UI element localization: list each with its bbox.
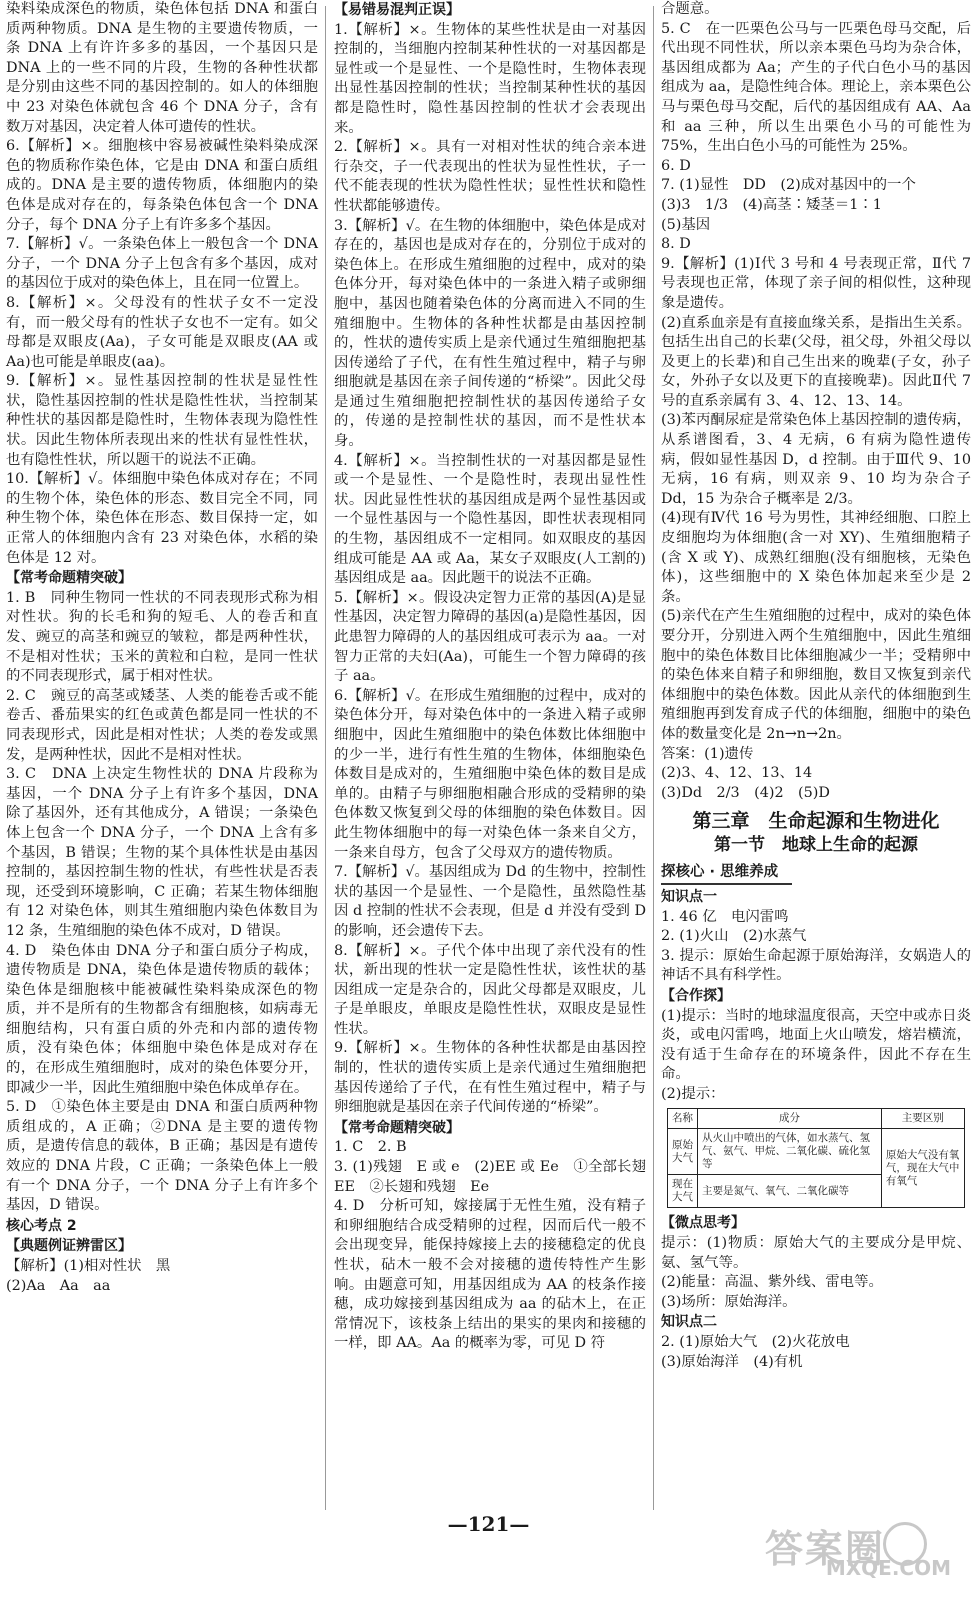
answer-paragraph: 3.【解析】√。在生物的体细胞中，染色体是成对存在的，基因也是成对存在的，分别位于成对的染色体上。在形成生殖细胞的过程中，成对的染色体分开，每对染色体中的一条进入精子或卵细胞中，基因也随着染色体的分离而进入不同的生殖细胞中。生物体的各种性状都是由基因控制的，性状的遗传实质上是亲代通过生殖细胞把基因传递给了子代，在有性生殖过程中，精子与卵细胞就是基因在亲子间传递的“桥梁”。因此父母是通过生殖细胞把控制性状的基因传递给子女的，传递的是控制性状的基因，而不是性状本身。 — [334, 217, 646, 450]
answer-paragraph: 1.【解析】×。生物体的某些性状是由一对基因控制的，当细胞内控制某种性状的一对基因都是显性或一个是显性、一个是隐性时，生物体表现出显性基因控制的性状；当控制某种性状的基因都是隐性时，隐性基因控制的性状才会表现出来。 — [334, 21, 646, 136]
answer-paragraph: 8. D — [661, 236, 691, 253]
banner — [661, 861, 971, 887]
section-heading: 【微点思考】 — [661, 1215, 745, 1232]
section-heading: 【典题例证辨雷区】 — [6, 1238, 132, 1255]
answer-paragraph: 1. 46 亿 电闪雷鸣 — [661, 908, 789, 925]
answer-paragraph: (4)现有Ⅳ代 16 号为男性，其神经细胞、口腔上皮细胞均为体细胞(含一对 XY)、生殖细胞精子(含 X 或 Y)、成熟红细胞(没有细胞核，无染色体)，这些细胞中的 X 染色体加起来至少是 2 条。 — [661, 510, 971, 605]
table-row — [668, 1129, 965, 1175]
answer-paragraph: (1)提示：当时的地球温度很高，天空中或赤日炎炎，或电闪雷鸣，地面上火山喷发，熔岩横流，没有适于生命存在的环境条件，因此不存在生命。 — [661, 1007, 971, 1083]
answer-paragraph: 10.【解析】√。体细胞中染色体成对存在；不同的生物个体，染色体的形态、数目完全不同，同种生物个体，染色体在形态、数目保持一定，如正常人的体细胞内含有 23 对染色体，水稻的染色体是 12 对。 — [6, 471, 318, 566]
answer-paragraph: (2)提示： — [661, 1085, 725, 1102]
answer-paragraph: (2)Aa Aa aa — [6, 1277, 111, 1294]
watermark-name: 答案圈 — [765, 1527, 886, 1571]
answer-paragraph: (3)Dd 2/3 (4)2 (5)D — [661, 784, 830, 801]
answer-paragraph: (3)场所：原始海洋。 — [661, 1293, 797, 1310]
section-title: 第一节 地球上生命的起源 — [714, 835, 918, 856]
column-divider — [653, 6, 654, 1510]
section-heading: 知识点一 — [661, 888, 717, 905]
answer-paragraph: 4. D 分析可知，嫁接属于无性生殖，没有精子和卵细胞结合成受精卵的过程，因而后代一般不会出现变异，能保持嫁接上去的接穗稳定的优良性状，砧木一般不会对接穗的遗传特性产生影响。由题意可知，用基因组成为 AA 的枝条作接穗，成功嫁接到基因组成为 aa 的砧木上，在正常情况下，该枝条上结出的果实的果肉和接穗的一样，即 AA。Aa 的概率为零，可见 D 符 — [334, 1198, 646, 1352]
table-cell: 从火山中喷出的气体，如水蒸气、氢气、氨气、甲烷、二氧化碳、硫化氢等 — [698, 1129, 882, 1175]
page-number: —121— — [447, 1512, 530, 1536]
answer-paragraph: 3. (1)残翅 E 或 e (2)EE 或 Ee ①全部长翅 EE ②长翅和残翅 Ee — [334, 1159, 661, 1195]
banner-label: 探核心 · 思维养成 — [661, 863, 792, 885]
answer-paragraph: 4.【解析】×。当控制性状的一对基因都是显性或一个是显性、一个是隐性时，表现出显性性状。因此显性性状的基因组成是两个显性基因或一个显性基因与一个隐性基因，即性状表现相同的生物，基因组成不一定相同。如双眼皮的基因组成可能是 AA 或 Aa，某女子双眼皮(人工割的)基因组成是 aa。因此题干的说法不正确。 — [334, 452, 646, 587]
column-middle — [334, 0, 661, 1518]
answer-paragraph: 提示：(1)物质：原始大气的主要成分是甲烷、氨、氢气等。 — [661, 1235, 971, 1271]
section-heading: 【易错易混判正误】 — [334, 2, 460, 18]
section-heading: 【常考命题精突破】 — [334, 1119, 460, 1136]
answer-paragraph: 3. C DNA 上决定生物性状的 DNA 片段称为基因，一个 DNA 分子上有许多个基因，DNA 除了基因外，还有其他成分，A 错误；一条染色体上包含一个 DNA 分子，一个 DNA 上含有多个基因，B 错误；生物的某个具体性状是由基因控制的，基因控制生物的性状，有些性状是否表现，还受到环境影响，C 正确；若某生物体细胞有 12 对染色体，则其生殖细胞内染色体数目为 12 条，生殖细胞的染色体不成对，D 错误。 — [6, 766, 318, 939]
column-divider — [325, 6, 326, 1510]
answer-paragraph: 2. C 豌豆的高茎或矮茎、人类的能卷舌或不能卷舌、番茄果实的红色或黄色都是同一性状的不同表现形式，因此是相对性状；人类的卷发或黑发，是两种性状，因此不是相对性状。 — [6, 687, 318, 763]
answer-paragraph: 【解析】(1)相对性状 黑 — [6, 1258, 171, 1274]
table-cell: 现在大气 — [668, 1175, 698, 1208]
answer-paragraph: (3)苯丙酮尿症是常染色体上基因控制的遗传病，从系谱图看，3、4 无病，6 有病为隐性遗传病，假如显性基因 D，d 控制。由于Ⅲ代 9、10 无病，16 有病，则双亲 9、10 均为杂合子 Dd，15 为杂合子概率是 2/3。 — [661, 412, 971, 507]
answer-paragraph: 1. C 2. B — [334, 1139, 407, 1156]
answer-paragraph: 2. (1)火山 (2)水蒸气 — [661, 928, 807, 945]
answer-paragraph: 8.【解析】×。父母没有的性状子女不一定没有，而一般父母有的性状子女也不一定有。如父母都是双眼皮(Aa)，子女可能是双眼皮(AA 或 Aa)也可能是单眼皮(aa)。 — [6, 294, 318, 370]
answer-paragraph: 7. (1)显性 DD (2)成对基因中的一个 — [661, 177, 916, 194]
answer-paragraph: (2)能量：高温、紫外线、雷电等。 — [661, 1274, 883, 1291]
answer-paragraph: 5. D ①染色体主要是由 DNA 和蛋白质两种物质组成的，A 正确；②DNA 是主要的遗传物质，是遗传信息的载体，B 正确；基因是有遗传效应的 DNA 片段，C 正确；一条染色体上一般有一个 DNA 分子，一个 DNA 分子上有许多个基因，D 错误。 — [6, 1099, 318, 1214]
answer-paragraph: 9.【解析】(1)Ⅰ代 3 号和 4 号表现正常，Ⅱ代 7 号表现也正常，体现了亲子间的相似性，这种现象是遗传。 — [661, 255, 971, 311]
answer-paragraph: 9.【解析】×。生物体的各种性状都是由基因控制的，性状的遗传实质上是亲代通过生殖细胞把基因传递给了子代，在有性生殖过程中，精子与卵细胞就是基因在亲子代间传递的“桥梁”。 — [334, 1040, 646, 1116]
answer-paragraph: 1. B 同种生物同一性状的不同表现形式称为相对性状。狗的长毛和狗的短毛、人的卷舌和直发、豌豆的高茎和豌豆的皱粒，都是两种性状，不是相对性状；玉米的黄粒和白粒，是同一性状的不同表现形式，属于相对性状。 — [6, 589, 318, 685]
answer-paragraph: 9.【解析】×。显性基因控制的性状是显性性状，隐性基因控制的性状是隐性性状，当控制某种性状的基因都是隐性时，生物体表现为隐性性状。因此生物体所表现出来的性状有显性性状，也有隐性性状，所以题干的说法不正确。 — [6, 373, 318, 468]
answer-paragraph: (3)原始海洋 (4)有机 — [661, 1353, 803, 1370]
chapter-title: 第三章 生命起源和生物进化 — [692, 810, 940, 833]
answer-paragraph: 合题意。 — [661, 1, 719, 17]
answer-paragraph: 答案：(1)遗传 — [661, 745, 754, 762]
answer-paragraph: 6.【解析】×。细胞核中容易被碱性染料染成深色的物质称作染色体，它是由 DNA 和蛋白质组成的。DNA 是主要的遗传物质，体细胞内的染色体是成对存在的，每条染色体包含一个 DNA 分子，每个 DNA 分子上有许多多个基因。 — [6, 138, 318, 233]
answer-paragraph: 6. D — [661, 157, 691, 174]
table-header-cell: 主要区别 — [881, 1109, 964, 1129]
table-header-cell: 成分 — [698, 1109, 882, 1129]
answer-paragraph: 7.【解析】√。一条染色体上一般包含一个 DNA 分子，一个 DNA 分子上包含有多个基因，成对的基因位于成对的染色体上，且在同一位置上。 — [6, 236, 318, 292]
answer-paragraph: 4. D 染色体由 DNA 分子和蛋白质分子构成，遗传物质是 DNA，染色体是遗传物质的载体；染色体是细胞核中能被碱性染料染成深色的物质，并不是所有的生物都含有细胞核，如病毒无细胞结构，只有蛋白质的外壳和内部的遗传物质，没有染色体；体细胞中染色体是成对存在的，在形成生殖细胞时，成对的染色体要分开，即减少一半，因此生殖细胞中染色体成单存在。 — [6, 942, 318, 1096]
answer-paragraph: 5. C 在一匹栗色公马与一匹栗色母马交配，后代出现不同性状，所以亲本栗色马均为杂合体，基因组成都为 Aa；产生的子代白色小马的基因组成为 aa，是隐性纯合体。理论上，亲本栗色公马与栗色母马交配，后代的基因组成有 AA、Aa 和 aa 三种，所以生出栗色小马的可能性为 75%，生出白色小马的可能性为 25%。 — [661, 20, 971, 155]
table-cell: 主要是氮气、氧气、二氧化碳等 — [698, 1175, 882, 1208]
section-heading: 【常考命题精突破】 — [6, 570, 132, 587]
answer-paragraph: 2. (1)原始大气 (2)火花放电 — [661, 1334, 850, 1351]
column-left — [6, 0, 318, 1518]
answer-paragraph: 染料染成深色的物质，染色体包括 DNA 和蛋白质两种物质。DNA 是生物的主要遗传物质，一条 DNA 上有许许多多的基因，一个基因只是 DNA 上的一些不同的片段，生物的各种性状都是分别由这些不同的基因控制的。如人的体细胞中 23 对染色体就包含 46 个 DNA 分子，含有数万对基因，决定着人体可遗传的性状。 — [6, 1, 318, 135]
answer-paragraph: 5.【解析】×。假设决定智力正常的基因(A)是显性基因，决定智力障碍的基因(a)是隐性基因，因此患智力障碍的人的基因组成可表示为 aa。一对智力正常的夫妇(Aa)，可能生一个智力障碍的孩子 aa。 — [334, 589, 646, 685]
answer-paragraph: 8.【解析】×。子代个体中出现了亲代没有的性状，新出现的性状一定是隐性性状，该性状的基因组成一定是杂合的，因此父母都是双眼皮，儿子是单眼皮，单眼皮是隐性性状，双眼皮是显性性状。 — [334, 942, 646, 1037]
answer-paragraph: 6.【解析】√。在形成生殖细胞的过程中，成对的染色体分开，每对染色体中的一条进入精子或卵细胞中，因此生殖细胞中的染色体数比体细胞中的少一半，进行有性生殖的生物体，体细胞染色体数目是成对的，生殖细胞中染色体的数目是成单的。由精子与卵细胞相融合形成的受精卵的染色体数又恢复到父母的体细胞的染色体数目。因此生物体细胞中的每一对染色体一条来自父方，一条来自母方，包含了父母双方的遗传物质。 — [334, 687, 646, 861]
answer-paragraph: 2.【解析】×。具有一对相对性状的纯合亲本进行杂交，子一代表现出的性状为显性性状，子一代不能表现的性状为隐性性状；显性性状和隐性性状都能够遗传。 — [334, 139, 646, 214]
answer-paragraph: (2)直系血亲是有直接血缘关系，是指出生关系。包括生出自己的长辈(父母，祖父母，外祖父母以及更上的长辈)和自己生出来的晚辈(子女，孙子女，外孙子女以及更下的直接晚辈)。因此Ⅱ代 7 号的直系亲属有 3、4、12、13、14。 — [661, 314, 971, 409]
section-heading: 核心考点 2 — [6, 1217, 77, 1234]
answer-paragraph: (3)3 1/3 (4)高茎∶矮茎＝1∶1 — [661, 196, 882, 213]
table-header-cell: 名称 — [668, 1109, 698, 1129]
answer-paragraph: (2)3、4、12、13、14 — [661, 765, 813, 782]
answer-paragraph: (5)基因 — [661, 216, 711, 233]
answer-paragraph: 3. 提示：原始生命起源于原始海洋，女娲造人的神话不具有科学性。 — [661, 947, 971, 984]
section-heading: 【合作探】 — [661, 987, 731, 1004]
watermark-logo — [765, 1518, 955, 1580]
table-cell: 原始大气 — [668, 1129, 698, 1175]
answer-paragraph: (5)亲代在产生生殖细胞的过程中，成对的染色体要分开，分别进入两个生殖细胞中，因此生殖细胞中的染色体数目比体细胞减少一半；受精卵中的染色体来自精子和卵细胞，数目又恢复到亲代体细胞中的染色体数。因此从亲代的体细胞到生殖细胞再到发育成子代的体细胞，细胞中的染色体的数量变化是 2n→n→2n。 — [661, 608, 971, 742]
table-cell-difference: 原始大气没有氧气，现在大气中有氧气 — [881, 1129, 964, 1208]
answer-paragraph: 7.【解析】√。基因组成为 Dd 的生物中，控制性状的基因一个是显性、一个是隐性，虽然隐性基因 d 控制的性状不会表现，但是 d 并没有受到 D 的影响，还会遗传下去。 — [334, 864, 646, 939]
section-heading: 知识点二 — [661, 1314, 717, 1331]
atmosphere-table — [667, 1108, 965, 1208]
watermark-url: MXQE.COM — [825, 1556, 951, 1580]
column-right — [661, 0, 971, 1518]
